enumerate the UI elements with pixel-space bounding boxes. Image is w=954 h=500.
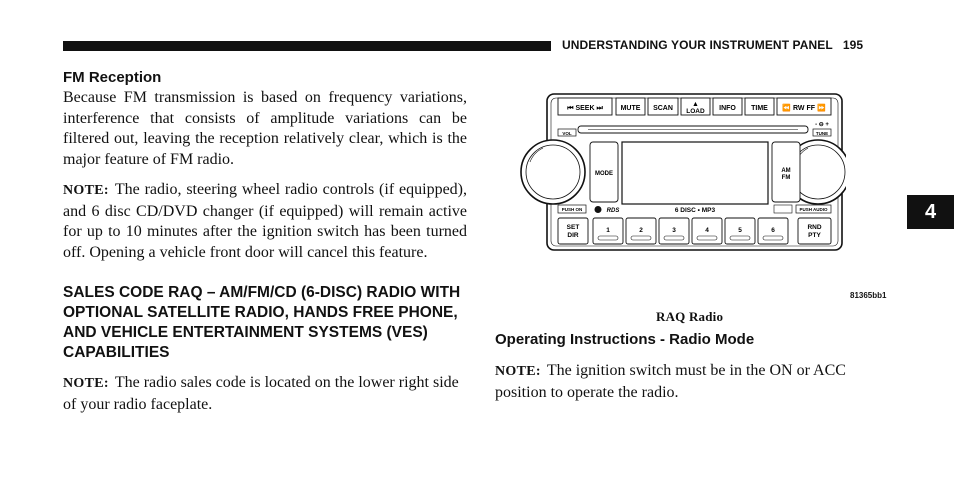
note-label: NOTE:	[495, 364, 541, 379]
time-label: TIME	[751, 105, 768, 112]
rnd-label: RND	[807, 224, 822, 231]
eject-icon: ▲	[692, 101, 699, 108]
cd-logo-icon	[595, 206, 602, 213]
rds-label: RDS	[606, 208, 620, 214]
preset-label: 5	[738, 227, 742, 234]
push-audio-label: PUSH AUDIO	[799, 207, 828, 212]
dolby-logo-icon	[774, 205, 792, 213]
running-header	[562, 38, 863, 52]
info-label: INFO	[719, 105, 736, 112]
mute-label: MUTE	[620, 105, 641, 112]
note-paragraph-3	[495, 361, 899, 403]
figure-code: 81365bb1	[850, 291, 887, 300]
vol-label: VOL	[562, 131, 572, 136]
seek-label: ⏮ SEEK ⏭	[567, 105, 603, 112]
note-text: The radio sales code is located on the lower right side of your radio faceplate.	[63, 374, 459, 413]
note-text: The ignition switch must be in the ON or ACC position to operate the radio.	[495, 362, 846, 401]
pty-label: PTY	[808, 232, 821, 239]
note-paragraph-1	[63, 180, 467, 263]
note-paragraph-2	[63, 373, 467, 415]
preset-label: 6	[771, 227, 775, 234]
operating-instructions-heading: Operating Instructions - Radio Mode	[495, 331, 755, 348]
rnd-pty-button[interactable]	[798, 218, 831, 244]
figure-caption: RAQ Radio	[656, 309, 724, 324]
preset-label: 3	[672, 227, 676, 234]
radio-illustration	[518, 92, 846, 260]
tune-label: TUNE	[815, 131, 829, 136]
tune-signs: - ⊖ +	[815, 122, 829, 128]
chapter-tab: 4	[907, 195, 954, 229]
display-screen	[622, 142, 768, 204]
preset-label: 2	[639, 227, 643, 234]
disc-mp3-label: 6 DISC • MP3	[674, 207, 716, 214]
note-label: NOTE:	[63, 376, 109, 391]
set-label: SET	[566, 224, 580, 231]
sales-code-heading: SALES CODE RAQ – AM/FM/CD (6-DISC) RADIO WITH OPTIONAL SATELLITE RADIO, HANDS FREE PHONE, AND VEHICLE ENTERTAINMENT SYSTEMS (VES) CAPABILITIES	[63, 284, 461, 361]
preset-label: 4	[705, 227, 709, 234]
push-on-label: PUSH ON	[561, 207, 583, 212]
am-label: AM	[781, 168, 791, 174]
page-number: 195	[842, 38, 864, 52]
load-label: LOAD	[686, 108, 705, 115]
header-rule	[63, 41, 551, 51]
fm-reception-paragraph: Because FM transmission is based on frequency variations, interference that consists of amplitude variations can be filtered out, leaving the reception relatively clear, which is the major feature of FM radio.	[63, 89, 467, 168]
preset-label: 1	[606, 227, 610, 234]
header-title: UNDERSTANDING YOUR INSTRUMENT PANEL	[562, 38, 833, 52]
fm-reception-heading: FM Reception	[63, 69, 162, 86]
scan-label: SCAN	[653, 105, 673, 112]
volume-knob[interactable]	[521, 140, 585, 204]
raq-radio-figure	[518, 92, 846, 265]
note-label: NOTE:	[63, 183, 109, 198]
rw-ff-label: ⏪ RW FF ⏩	[782, 105, 826, 112]
left-column	[63, 68, 467, 415]
set-dir-button[interactable]	[558, 218, 588, 244]
fm-label: FM	[781, 175, 791, 181]
note-text: The radio, steering wheel radio controls (if equipped), and 6 disc CD/DVD changer (if equipped) will remain active for up to 10 minutes after the ignition switch has been turned off. Opening a vehicle front door will cancel this feature.	[63, 181, 467, 261]
dir-label: DIR	[567, 232, 579, 239]
mode-label: MODE	[595, 171, 613, 177]
